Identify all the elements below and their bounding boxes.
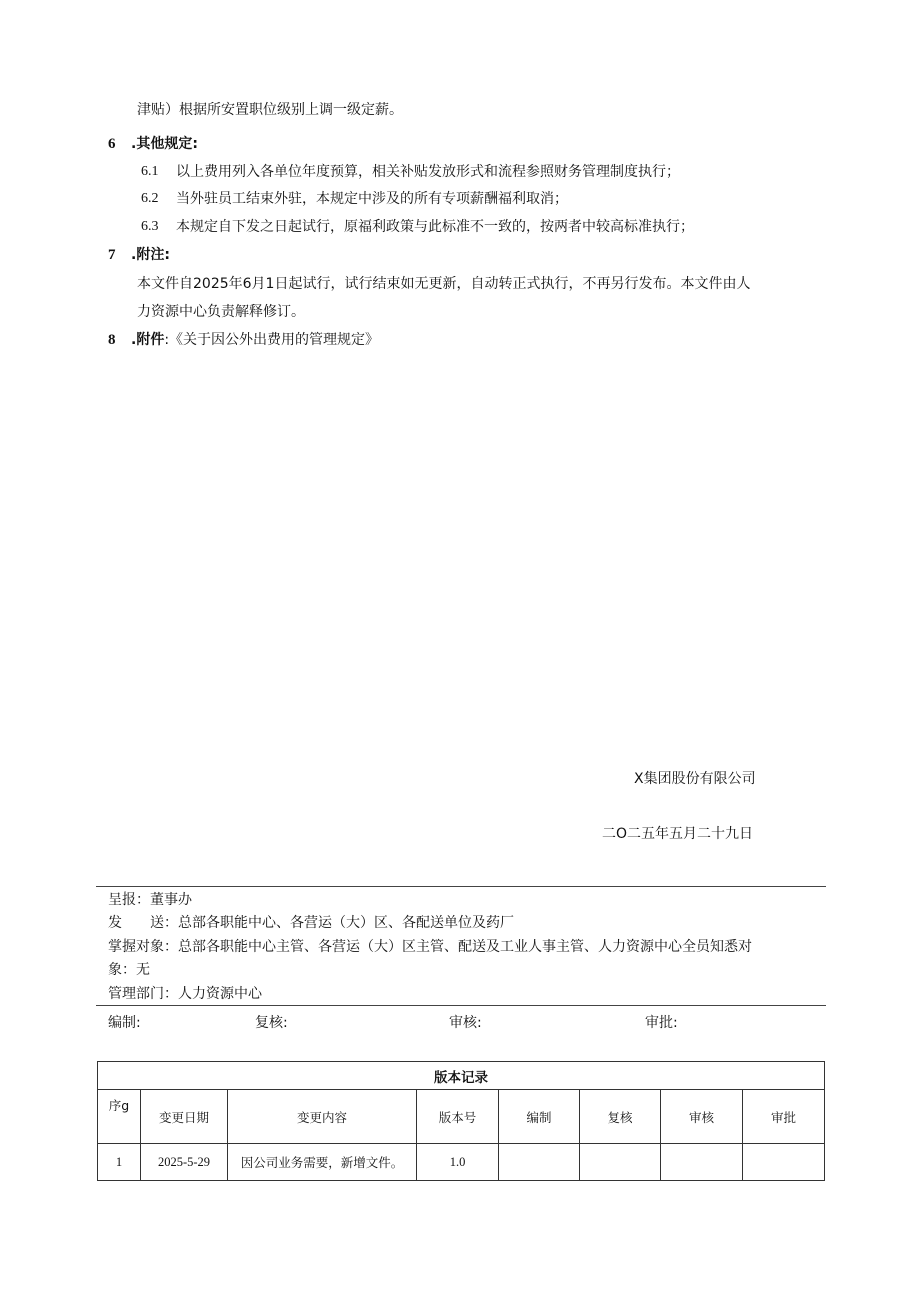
note-line-1: 本文件自2025年6月1日起试行，试行结束如无更新，自动转正式执行，不再另行发布。本文件由人 bbox=[137, 276, 751, 292]
header-change-content: 变更内容 bbox=[228, 1090, 417, 1144]
cell-version: 1.0 bbox=[417, 1144, 499, 1181]
note-line-2: 力资源中心负责解释修订。 bbox=[137, 304, 305, 320]
section-8-line bbox=[131, 330, 379, 350]
table-row bbox=[98, 1144, 825, 1181]
divider-top bbox=[96, 886, 826, 887]
cell-approve bbox=[743, 1144, 825, 1181]
cell-review bbox=[580, 1144, 661, 1181]
compile-label: 编制: bbox=[108, 1015, 141, 1031]
cell-compile bbox=[499, 1144, 580, 1181]
cell-seq: 1 bbox=[98, 1144, 141, 1181]
section-6-number: 6 bbox=[108, 136, 116, 152]
header-compile: 编制 bbox=[499, 1090, 580, 1144]
cell-audit bbox=[661, 1144, 743, 1181]
audience-line-1: 掌握对象：总部各职能中心主管、各营运（大）区主管、配送及工业人事主管、人力资源中心全员知悉对 bbox=[108, 939, 752, 955]
section-8-title: .附件 bbox=[131, 332, 165, 348]
approve-label: 审批: bbox=[645, 1015, 678, 1031]
managing-dept: 管理部门：人力资源中心 bbox=[108, 986, 262, 1002]
item-6-3-text: 本规定自下发之日起试行，原福利政策与此标准不一致的，按两者中较高标准执行； bbox=[176, 219, 694, 235]
item-6-1-text: 以上费用列入各单位年度预算，相关补贴发放形式和流程参照财务管理制度执行； bbox=[176, 164, 680, 180]
section-8-number: 8 bbox=[108, 332, 116, 348]
cell-change-content: 因公司业务需要，新增文件。 bbox=[228, 1144, 417, 1181]
item-6-3-number: 6.3 bbox=[141, 219, 159, 234]
section-7-number: 7 bbox=[108, 247, 116, 263]
review-label: 复核: bbox=[255, 1015, 288, 1031]
issue-date: 二O二五年五月二十九日 bbox=[602, 826, 754, 842]
section-7-title: .附注: bbox=[131, 247, 170, 263]
audience-line-2: 象：无 bbox=[108, 962, 150, 978]
item-6-2-text: 当外驻员工结束外驻，本规定中涉及的所有专项薪酬福利取消； bbox=[176, 191, 568, 207]
attachment-text: :《关于因公外出费用的管理规定》 bbox=[164, 332, 380, 348]
header-change-date: 变更日期 bbox=[141, 1090, 228, 1144]
divider-bottom bbox=[96, 1005, 826, 1006]
section-6-title: .其他规定: bbox=[131, 136, 198, 152]
body-continuation: 津贴）根据所安置职位级别上调一级定薪。 bbox=[137, 102, 403, 118]
company-name: X集团股份有限公司 bbox=[634, 771, 756, 787]
header-seq: 序g bbox=[98, 1090, 141, 1144]
item-6-1-number: 6.1 bbox=[141, 164, 159, 179]
item-6-2-number: 6.2 bbox=[141, 191, 159, 206]
audit-label: 审核: bbox=[449, 1015, 482, 1031]
header-version: 版本号 bbox=[417, 1090, 499, 1144]
report-to: 呈报：董事办 bbox=[108, 892, 192, 908]
header-approve: 审批 bbox=[743, 1090, 825, 1144]
header-review: 复核 bbox=[580, 1090, 661, 1144]
cell-change-date: 2025-5-29 bbox=[141, 1144, 228, 1181]
send-to: 发 送：总部各职能中心、各营运（大）区、各配送单位及药厂 bbox=[108, 915, 514, 931]
version-record-table bbox=[97, 1061, 825, 1181]
header-audit: 审核 bbox=[661, 1090, 743, 1144]
version-table-title: 版本记录 bbox=[98, 1062, 825, 1090]
